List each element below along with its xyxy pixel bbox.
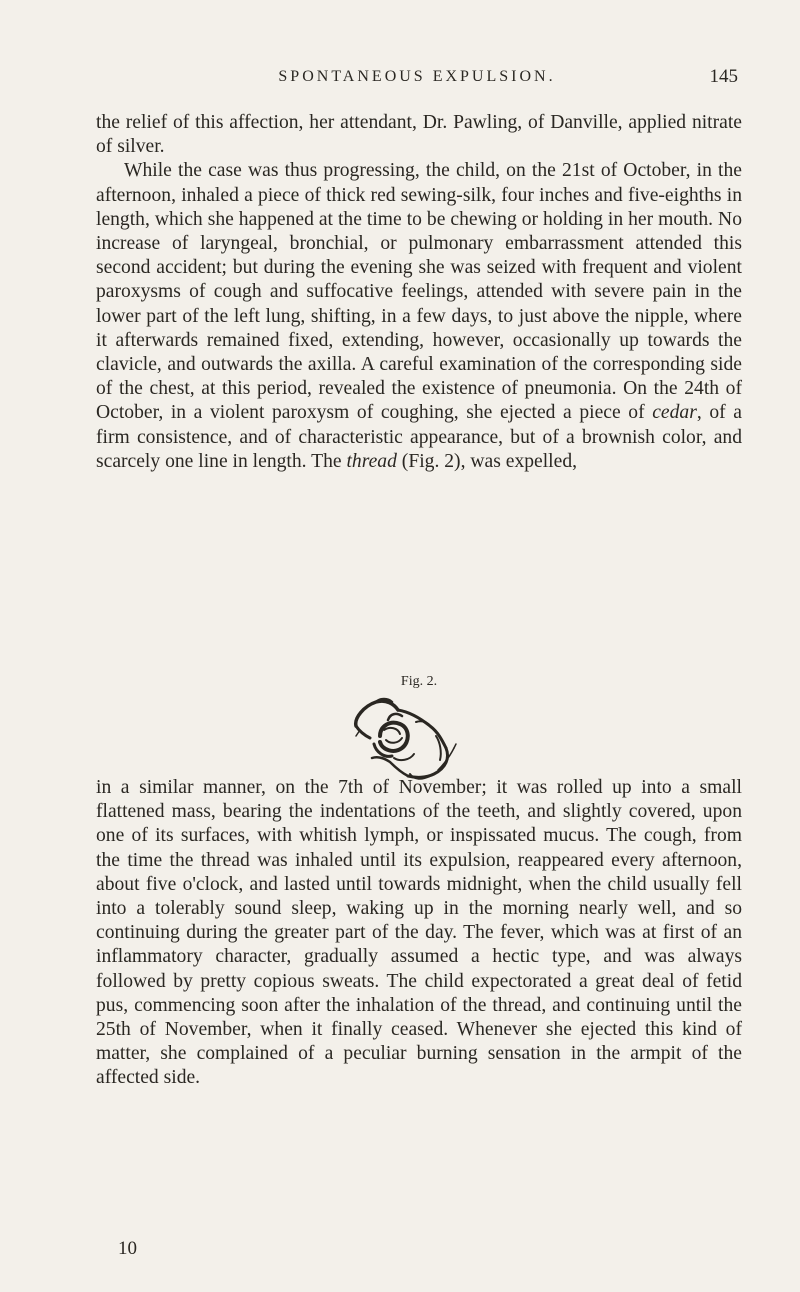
paragraph-text: the relief of this affection, her attendant, Dr. Pawling, of Danville, applied nitrate of silver. bbox=[96, 112, 742, 158]
italic-term-cedar: cedar bbox=[652, 402, 697, 424]
text-block-top bbox=[96, 111, 742, 474]
running-title: SPONTANEOUS EXPULSION. bbox=[278, 68, 556, 85]
thread-mass-illustration bbox=[350, 696, 460, 782]
running-head bbox=[96, 64, 738, 94]
paragraph-text: in a similar manner, on the 7th of November; it was rolled up into a small flattened mass, bearing the indentations of the teeth, and slightly covered, upon one of its surfaces, with whitish lymph, or inspissated mucus. The cough, from the time the thread was inhaled until its expulsion, reappeared every afternoon, about five o'clock, and lasted until towards midnight, when the child usually fell into a tolerably sound sleep, waking up in the morning nearly well, and so continuing during the greater part of the day. The fever, which was at first of an inflammatory character, gradually assumed a hectic type, and was always followed by pretty copious sweats. The child expectorated a great deal of fetid pus, commencing soon after the inhalation of the thread, and continuing until the 25th of November, when it finally ceased. Whenever she ejected this kind of matter, she complained of a peculiar burning sensation in the armpit of the affected side. bbox=[96, 777, 742, 1089]
italic-term-thread: thread bbox=[346, 450, 397, 472]
paragraph-text: (Fig. 2), was expelled, bbox=[396, 450, 578, 472]
paragraph-continuation bbox=[96, 111, 742, 159]
signature-mark: 10 bbox=[118, 1238, 137, 1259]
figure-2 bbox=[96, 676, 742, 776]
paragraph-text: While the case was thus progressing, the child, on the 21st of October, in the afternoon, inhaled a piece of thick red sewing-silk, four inches and five-eighths in length, which she happened at the time to be chewing or holding in her mouth. No increase of laryngeal, bronchial, or pulmonary embarrassment attended this second accident; but during the evening she was seized with frequent and violent paroxysms of cough and suffocative feelings, attended with severe pain in the lower part of the left lung, shifting, in a few days, to just above the nipple, where it afterwards remained fixed, extending, however, occasionally up towards the clavicle, and outwards the axilla. A careful examination of the corresponding side of the chest, at this period, revealed the existence of pneumonia. On the 24th of October, in a violent paroxysm of coughing, she ejected a piece of bbox=[96, 160, 742, 424]
paragraph-text: , of a firm consistence, and of characteristic appearance, but of a brownish color, and scarcely one line in length. The bbox=[96, 402, 742, 472]
figure-label: Fig. 2. bbox=[400, 674, 438, 689]
page-number: 145 bbox=[709, 66, 738, 87]
paragraph-case-progress bbox=[96, 159, 742, 474]
text-block-bottom bbox=[96, 776, 742, 1091]
paragraph-thread-expulsion bbox=[96, 776, 742, 1091]
